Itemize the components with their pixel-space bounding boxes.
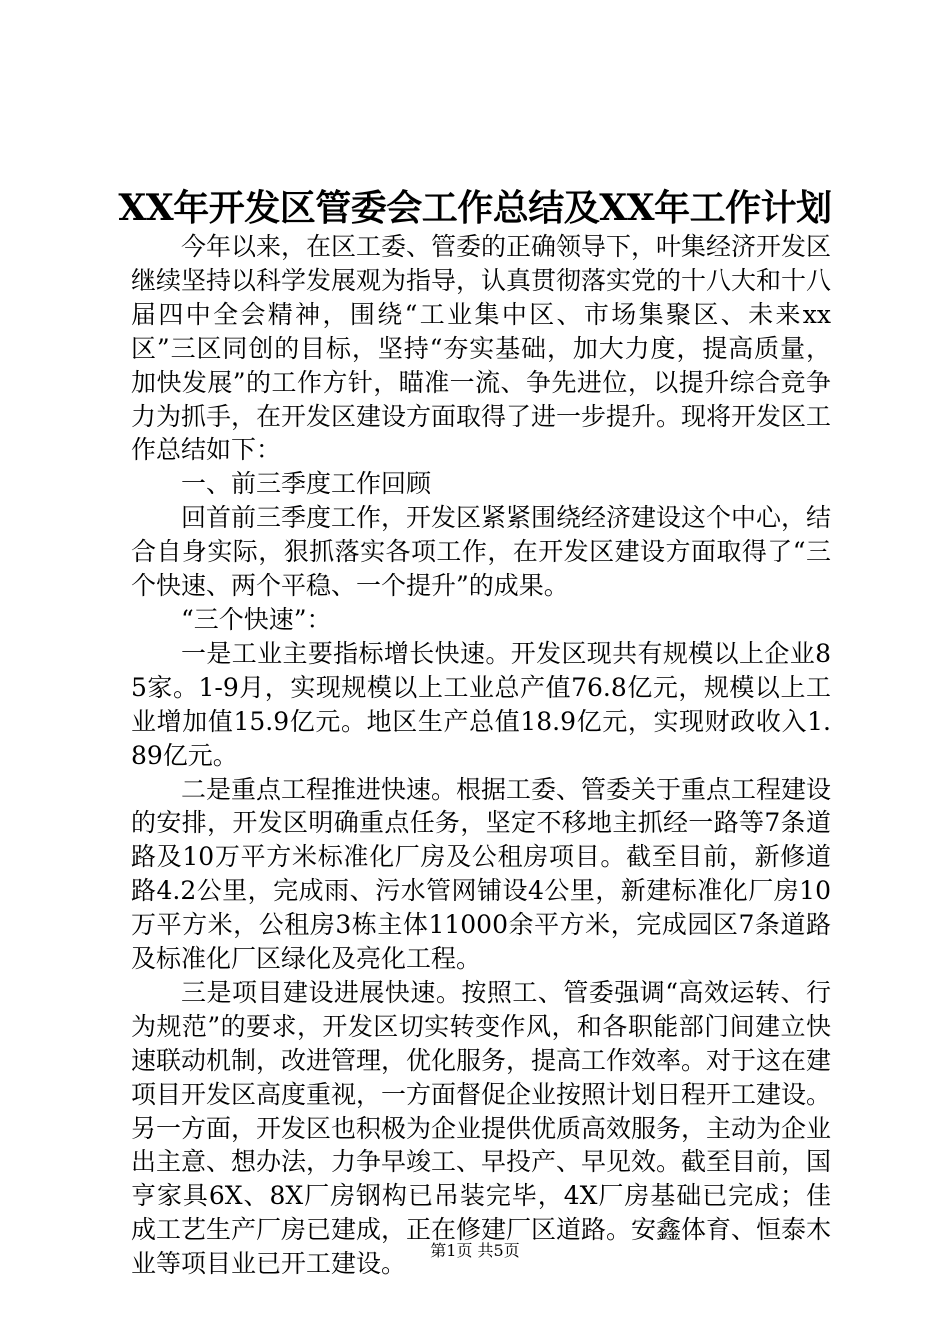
section-heading: 一、前三季度工作回顾 <box>181 469 432 499</box>
subsection-heading: “三个快速”： <box>181 604 332 634</box>
point-one-paragraph: 一是工业主要指标增长快速。开发区现共有规模以上企业85家。1-9月，实现规模以上工业总产值76.8亿元，规模以上工业增加值15.9亿元。地区生产总值18.9亿元，实现财政收入1.89亿元。 <box>131 638 831 770</box>
document-title: XX年开发区管委会工作总结及XX年工作计划 <box>118 187 832 229</box>
document-body <box>131 230 831 1281</box>
review-paragraph: 回首前三季度工作，开发区紧紧围绕经济建设这个中心，结合自身实际，狠抓落实各项工作，在开发区建设方面取得了“三个快速、两个平稳、一个提升”的成果。 <box>131 503 832 601</box>
point-two-paragraph: 二是重点工程推进快速。根据工委、管委关于重点工程建设的安排，开发区明确重点任务，坚定不移地主抓经一路等7条道路及10万平方米标准化厂房及公租房项目。截至目前，新修道路4.2公里，完成雨、污水管网铺设4公里，新建标准化厂房10万平方米，公租房3栋主体11000余平方米，完成园区7条道路及标准化厂区绿化及亮化工程。 <box>131 774 832 974</box>
page-number-footer: 第1页 共5页 <box>430 1241 520 1260</box>
intro-paragraph: 今年以来，在区工委、管委的正确领导下，叶集经济开发区继续坚持以科学发展观为指导，认真贯彻落实党的十八大和十八届四中全会精神，围绕“工业集中区、市场集聚区、未来xx区”三区同创的目标，坚持“夯实基础，加大力度，提高质量，加快发展”的工作方针，瞄准一流、争先进位，以提升综合竞争力为抓手，在开发区建设方面取得了进一步提升。现将开发区工作总结如下： <box>131 232 832 465</box>
point-three-paragraph: 三是项目建设进展快速。按照工、管委强调“高效运转、行为规范”的要求，开发区切实转变作风，和各职能部门间建立快速联动机制，改进管理，优化服务，提高工作效率。对于这在建项目开发区高度重视，一方面督促企业按照计划日程开工建设。另一方面，开发区也积极为企业提供优质高效服务，主动为企业出主意、想办法，力争早竣工、早投产、早见效。截至目前，国亨家具6X、8X厂房钢构已吊装完毕，4X厂房基础已完成；佳成工艺生产厂房已建成，正在修建厂区道路。安鑫体育、恒泰木业等项目业已开工建设。 <box>131 977 832 1279</box>
